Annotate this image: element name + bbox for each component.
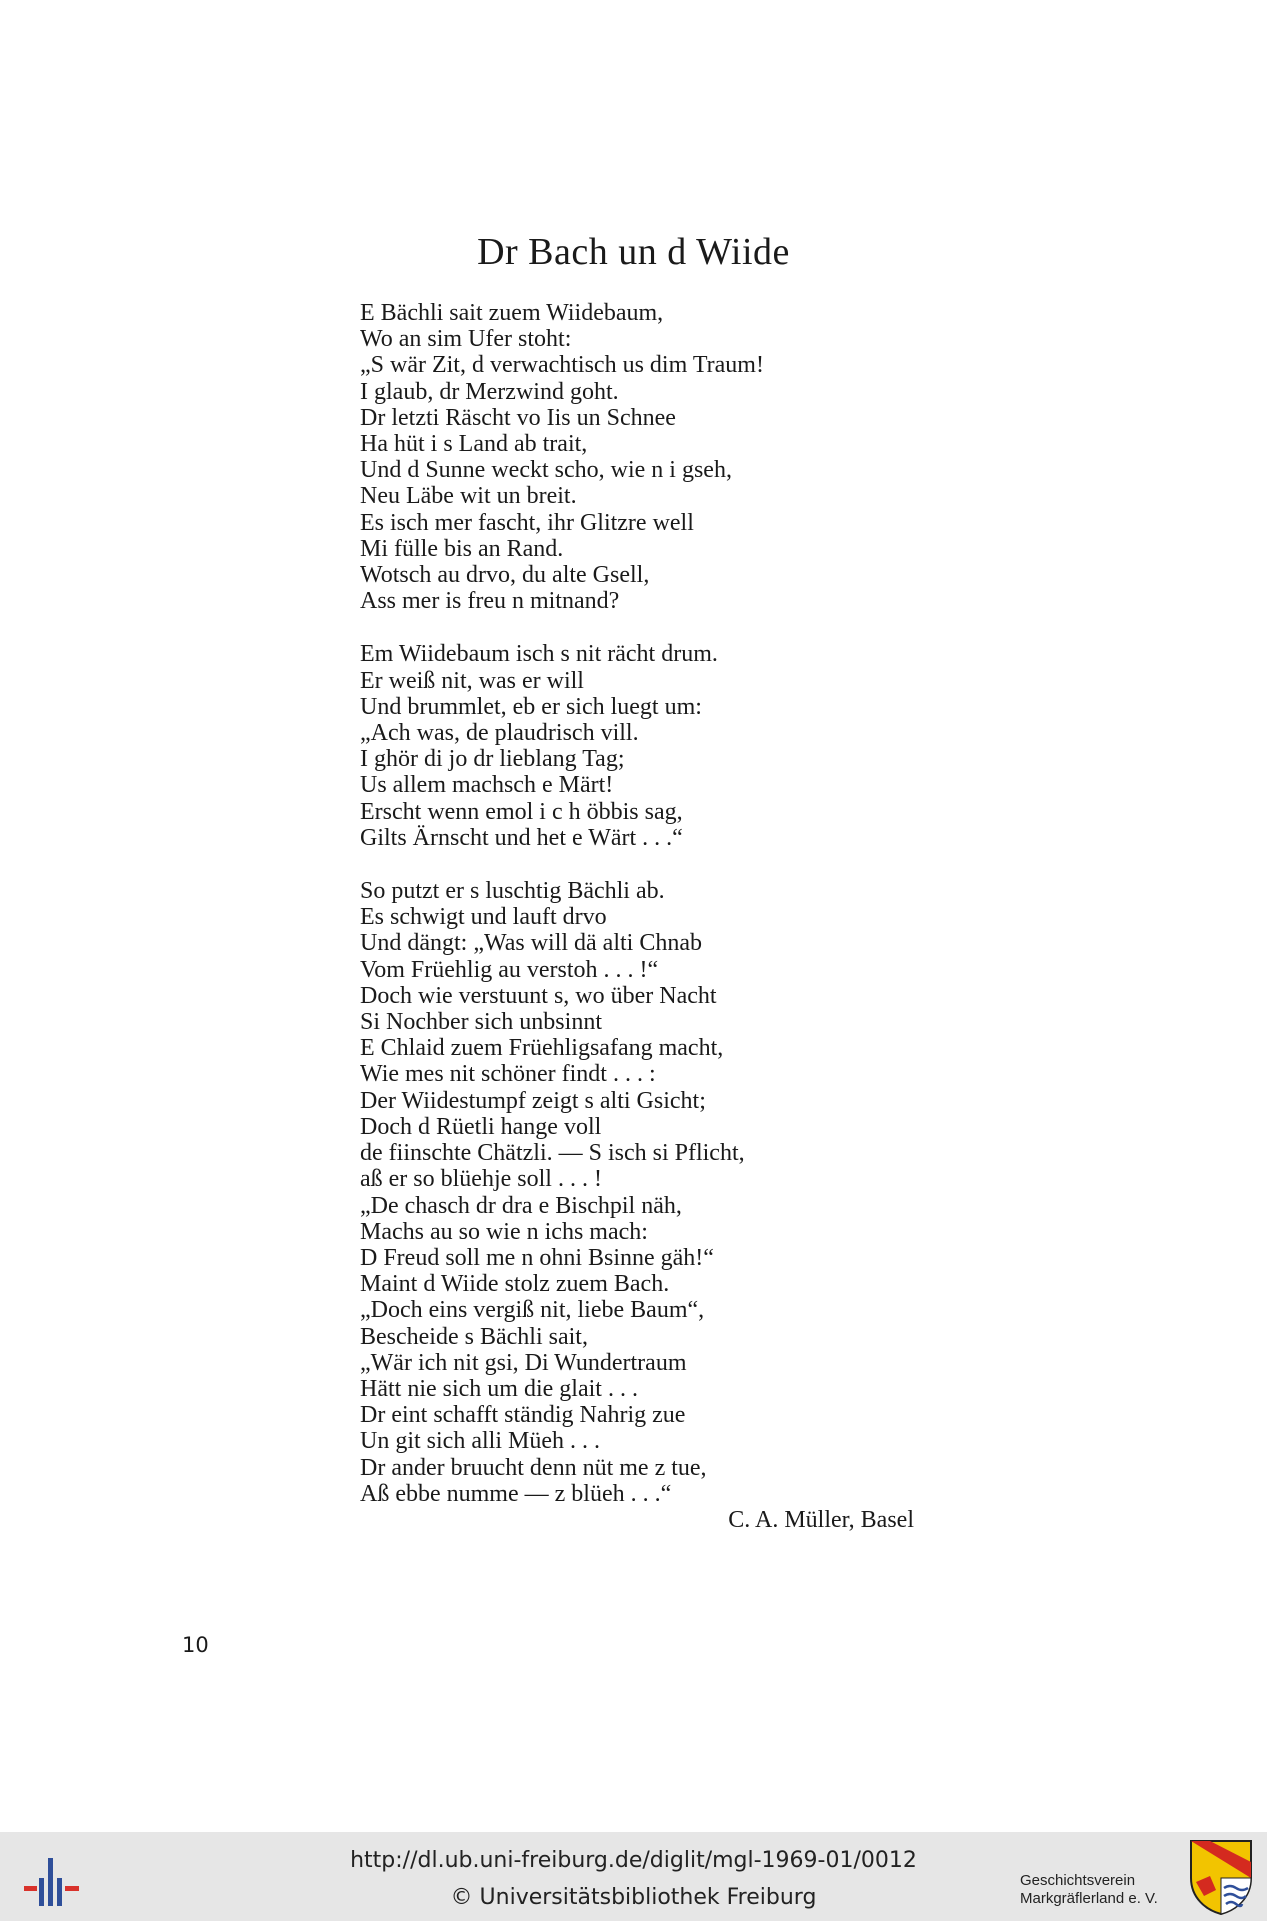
poem-line: Doch wie verstuunt s, wo über Nacht <box>360 982 717 1009</box>
poem-line: I ghör di jo dr lieblang Tag; <box>360 746 625 773</box>
society-name <box>1020 1872 1180 1908</box>
poem-line: Ass mer is freu n mitnand? <box>360 588 620 615</box>
poem-line: Bescheide s Bächli sait, <box>360 1323 588 1350</box>
poem-line: Es schwigt und lauft drvo <box>360 904 607 931</box>
poem-line: Si Nochber sich unbsinnt <box>360 1009 602 1036</box>
coat-of-arms-icon <box>1188 1838 1254 1916</box>
copyright-text: © Universitätsbibliothek Freiburg <box>450 1885 817 1910</box>
poem-author: C. A. Müller, Basel <box>728 1506 914 1533</box>
poem-line: Erscht wenn emol i c h öbbis sag, <box>360 798 683 825</box>
poem-line: Gilts Ärnscht und het e Wärt . . .“ <box>360 824 683 851</box>
society-name-line-1: Geschichtsverein <box>1020 1872 1136 1889</box>
poem-line: Maint d Wiide stolz zuem Bach. <box>360 1271 670 1298</box>
poem-line: D Freud soll me n ohni Bsinne gäh!“ <box>360 1244 714 1271</box>
poem-title: Dr Bach un d Wiide <box>477 231 790 273</box>
poem-line: aß er so blüehje soll . . . ! <box>360 1166 602 1193</box>
poem-line: Mi fülle bis an Rand. <box>360 535 564 562</box>
poem-line: Es isch mer fascht, ihr Glitzre well <box>360 509 694 536</box>
poem-line: Aß ebbe numme — z blüeh . . .“ <box>360 1480 672 1507</box>
poem-line: Ha hüt i s Land ab trait, <box>360 431 588 458</box>
poem-line: I glaub, dr Merzwind goht. <box>360 378 619 405</box>
poem-line: Und brummlet, eb er sich luegt um: <box>360 693 702 720</box>
stanza-3 <box>360 878 920 1507</box>
permalink-link[interactable]: http://dl.ub.uni-freiburg.de/diglit/mgl-1969-01/0012 <box>350 1848 917 1873</box>
poem-line: Der Wiidestumpf zeigt s alti Gsicht; <box>360 1087 706 1114</box>
poem-line: de fiinschte Chätzli. — S isch si Pflicht, <box>360 1140 745 1167</box>
poem-line: E Chlaid zuem Früehligsafang macht, <box>360 1035 724 1062</box>
poem-line: Us allem machsch e Märt! <box>360 772 614 799</box>
page-number: 10 <box>182 1633 209 1657</box>
society-name-line-2: Markgräflerland e. V. <box>1020 1890 1158 1907</box>
poem-line: Wo an sim Ufer stoht: <box>360 326 572 353</box>
poem-line: Und dängt: „Was will dä alti Chnab <box>360 930 702 957</box>
poem-line: Dr ander bruucht denn nüt me z tue, <box>360 1454 707 1481</box>
poem-line: „Wär ich nit gsi, Di Wundertraum <box>360 1349 687 1376</box>
poem-line: „Doch eins vergiß nit, liebe Baum“, <box>360 1297 705 1324</box>
poem-line: Un git sich alli Müeh . . . <box>360 1428 600 1455</box>
poem-line: Doch d Rüetli hange voll <box>360 1113 602 1140</box>
poem-line: Hätt nie sich um die glait . . . <box>360 1375 638 1402</box>
poem-line: „Ach was, de plaudrisch vill. <box>360 720 639 747</box>
poem-line: Vom Früehlig au verstoh . . . !“ <box>360 956 659 983</box>
poem-line: Wie mes nit schöner findt . . . : <box>360 1061 656 1088</box>
stanza-2 <box>360 641 920 851</box>
poem-line: Neu Läbe wit un breit. <box>360 483 577 510</box>
poem-body <box>360 300 920 1533</box>
poem-line: Wotsch au drvo, du alte Gsell, <box>360 562 650 589</box>
poem-line: So putzt er s luschtig Bächli ab. <box>360 878 665 905</box>
poem-line: Dr eint schafft ständig Nahrig zue <box>360 1402 686 1429</box>
stanza-1 <box>360 300 920 614</box>
poem-line: „S wär Zit, d verwachtisch us dim Traum! <box>360 352 764 379</box>
viewer-footer <box>0 1832 1267 1921</box>
poem-line: E Bächli sait zuem Wiidebaum, <box>360 300 664 326</box>
poem-line: Dr letzti Räscht vo Iis un Schnee <box>360 404 676 431</box>
poem-line: „De chasch dr dra e Bischpil näh, <box>360 1192 682 1219</box>
poem-line: Machs au so wie n ichs mach: <box>360 1218 648 1245</box>
poem-line: Em Wiidebaum isch s nit rächt drum. <box>360 641 718 668</box>
poem-line: Und d Sunne weckt scho, wie n i gseh, <box>360 457 732 484</box>
poem-line: Er weiß nit, was er will <box>360 667 584 694</box>
